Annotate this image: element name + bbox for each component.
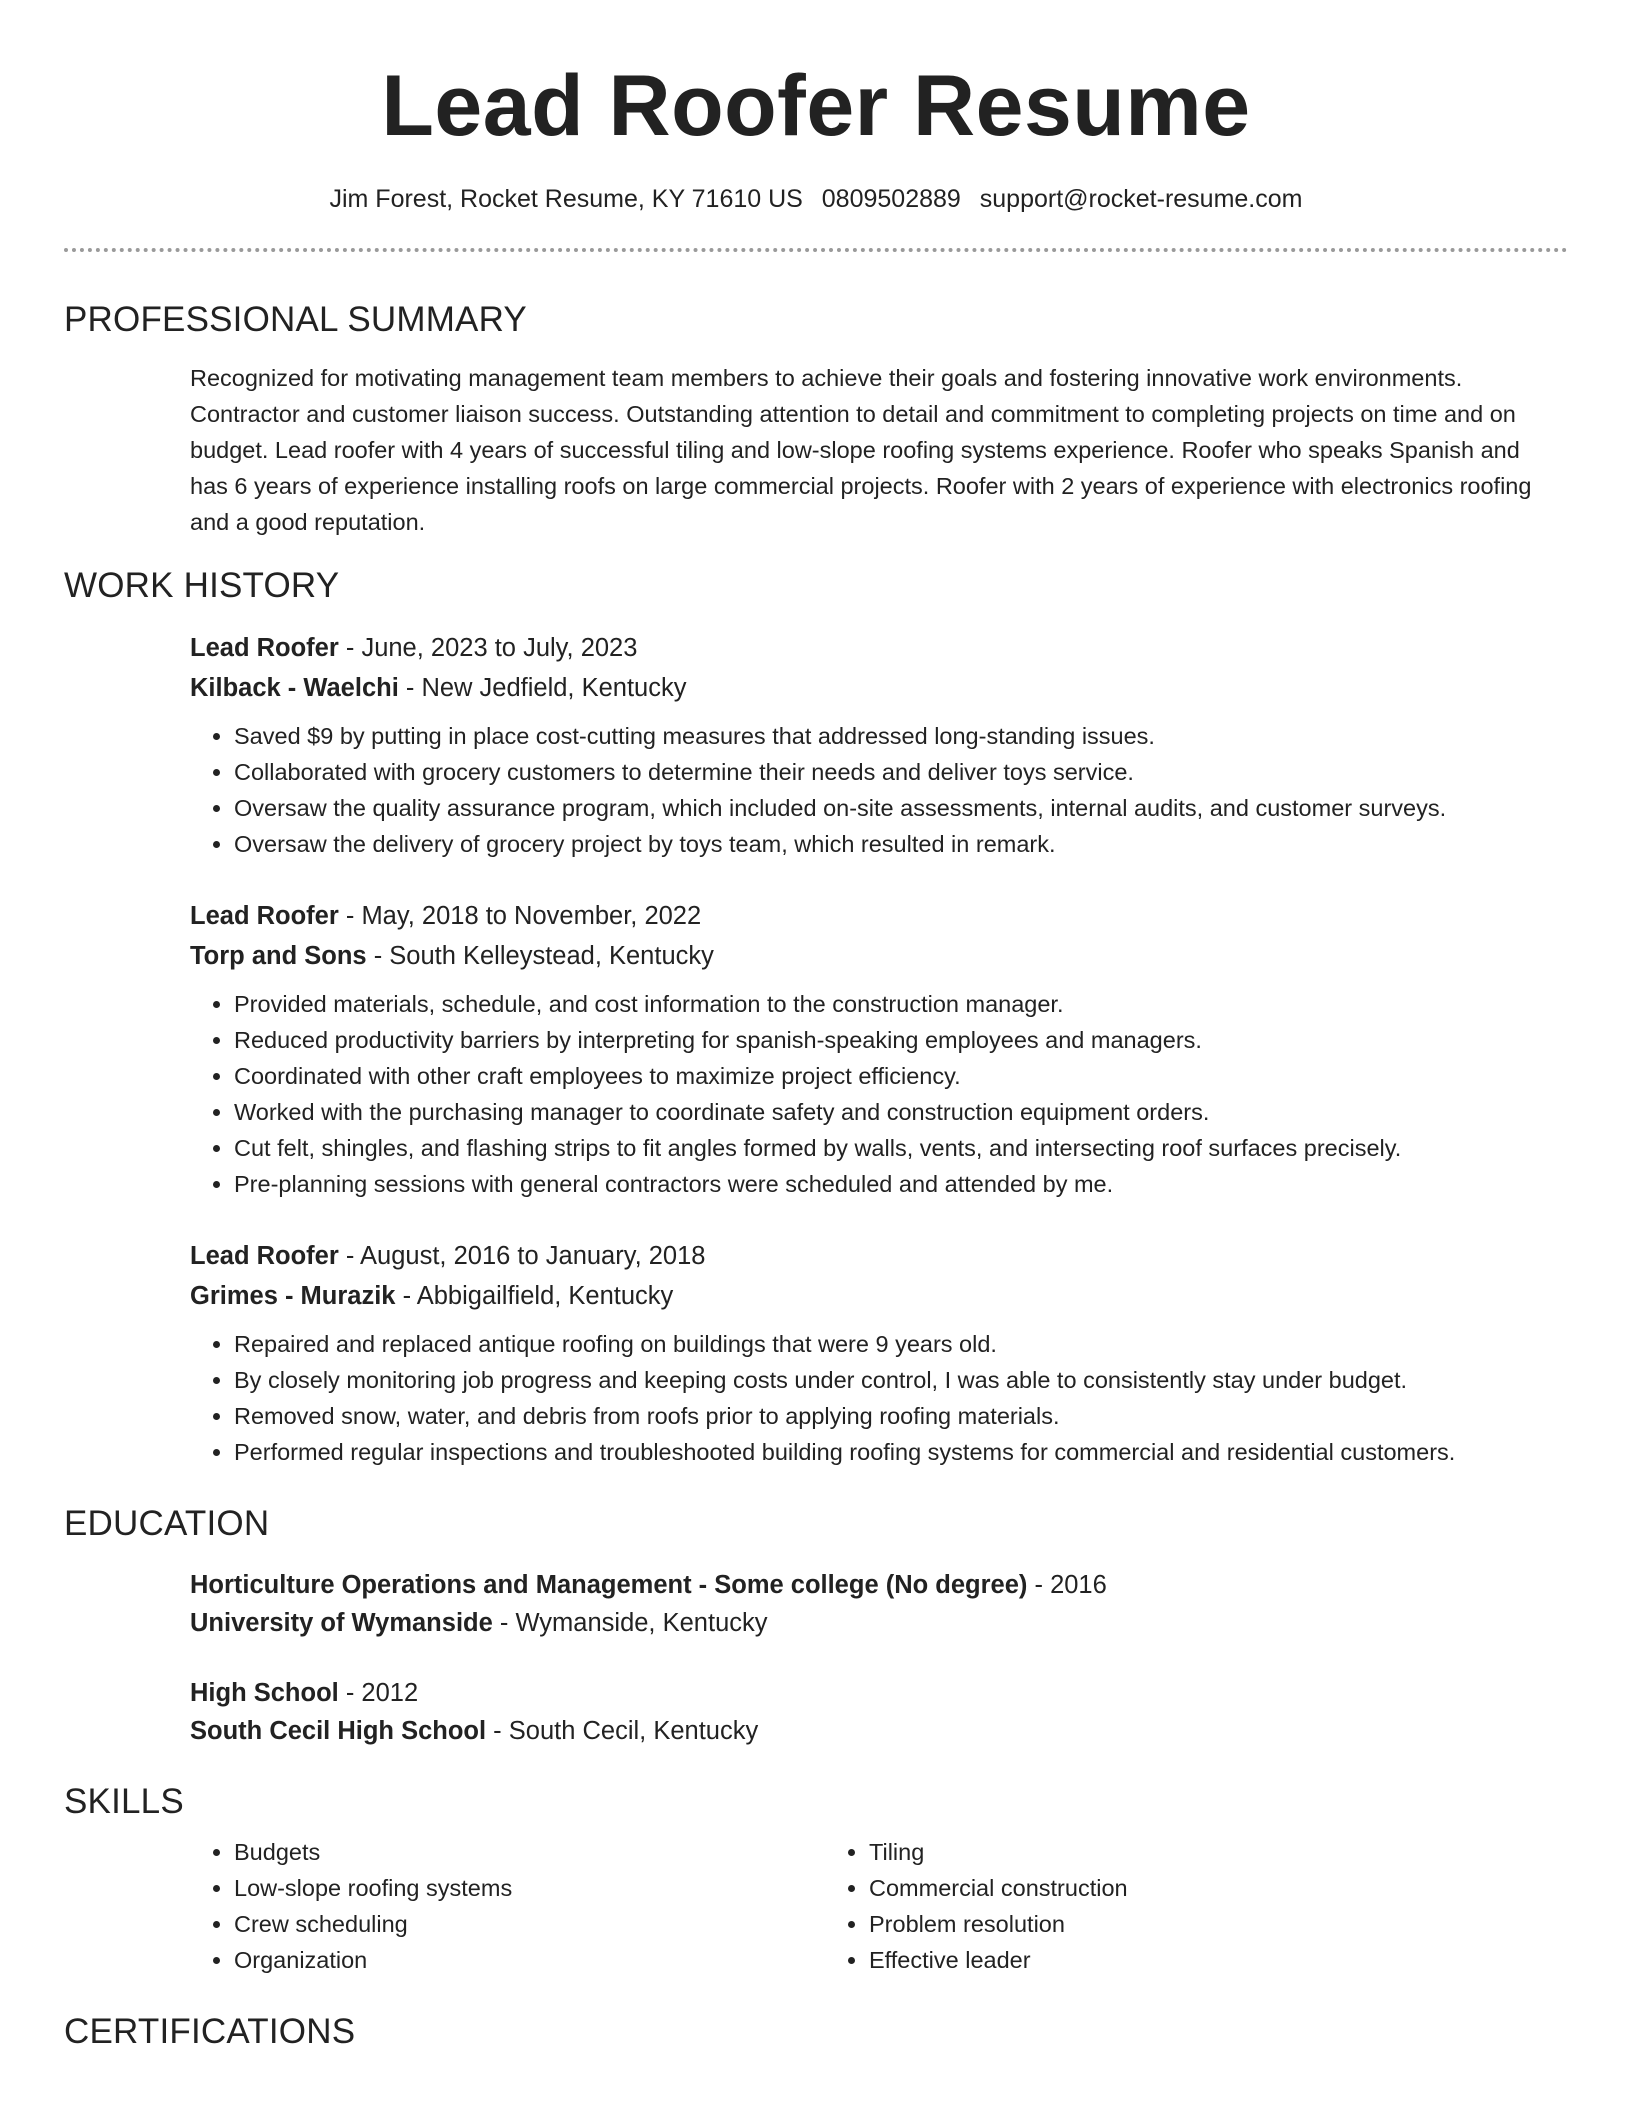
job-bullet: • Cut felt, shingles, and flashing strips to fit angles formed by walls, vents, and intersecting roof surfaces precisely.: [234, 1130, 1568, 1166]
skill-item: • Crew scheduling: [234, 1906, 825, 1942]
certifications-section: [64, 2008, 1568, 2056]
education-location: - Wymanside, Kentucky: [492, 1609, 768, 1637]
job-dates: - August, 2016 to January, 2018: [338, 1242, 706, 1270]
work-history-heading: WORK HISTORY: [64, 566, 340, 605]
job-company: Kilback - Waelchi: [190, 674, 399, 702]
header-divider: [64, 248, 1568, 252]
job-bullet: • Performed regular inspections and troubleshooted building roofing systems for commercial and residential customers.: [234, 1434, 1568, 1470]
education-school-line: [190, 1712, 1568, 1750]
education-section: [64, 1500, 1568, 1750]
job-bullets: [190, 1326, 1568, 1470]
education-location: - South Cecil, Kentucky: [486, 1717, 759, 1745]
skills-left-column: [190, 1834, 825, 1978]
job-title-line: [190, 628, 1568, 668]
job-bullet: • Provided materials, schedule, and cost information to the construction manager.: [234, 986, 1568, 1022]
job-company-line: [190, 936, 1568, 976]
page-title: Lead Roofer Resume: [381, 58, 1251, 154]
education-heading: EDUCATION: [64, 1504, 270, 1543]
job-title: Lead Roofer: [190, 1242, 339, 1270]
education-degree: High School: [190, 1679, 339, 1707]
job-company-line: [190, 1276, 1568, 1316]
job-title-line: [190, 896, 1568, 936]
education-entry: [190, 1566, 1568, 1642]
job-location: - Abbigailfield, Kentucky: [395, 1282, 674, 1310]
education-school: South Cecil High School: [190, 1717, 487, 1745]
job-title-line: [190, 1236, 1568, 1276]
skills-columns: [190, 1834, 1568, 1978]
skill-item: • Problem resolution: [869, 1906, 1460, 1942]
job-entry: [190, 1236, 1568, 1470]
summary-section: [64, 296, 1568, 540]
education-degree-line: [190, 1674, 1568, 1712]
job-dates: - June, 2023 to July, 2023: [338, 634, 638, 662]
skill-item: • Tiling: [869, 1834, 1460, 1870]
skill-item: • Effective leader: [869, 1942, 1460, 1978]
job-bullets: [190, 718, 1568, 862]
job-bullet: • Pre-planning sessions with general contractors were scheduled and attended by me.: [234, 1166, 1568, 1202]
job-location: - New Jedfield, Kentucky: [398, 674, 687, 702]
job-company: Torp and Sons: [190, 942, 367, 970]
summary-text: Recognized for motivating management team members to achieve their goals and fostering innovative work environments. Contractor and customer liaison success. Outstanding attention to detail and commitment to completing projects on time and on budget. Lead roofer with 4 years of successful tiling and low-slope roofing systems experience. Roofer who speaks Spanish and has 6 years of experience installing roofs on large commercial projects. Roofer with 2 years of experience with electronics roofing and a good reputation.: [190, 365, 1532, 535]
education-year: - 2012: [338, 1679, 419, 1707]
skills-section: [64, 1778, 1568, 1978]
job-company-line: [190, 668, 1568, 708]
education-school: University of Wymanside: [190, 1609, 493, 1637]
skill-item: • Low-slope roofing systems: [234, 1870, 825, 1906]
education-year: - 2016: [1027, 1571, 1107, 1599]
job-bullet: • Oversaw the quality assurance program, which included on-site assessments, internal audits, and customer surveys.: [234, 790, 1568, 826]
contact-phone: 0809502889: [821, 185, 961, 213]
job-entry: [190, 896, 1568, 1202]
job-bullet: • Saved $9 by putting in place cost-cutting measures that addressed long-standing issues.: [234, 718, 1568, 754]
job-bullet: • Collaborated with grocery customers to determine their needs and deliver toys service.: [234, 754, 1568, 790]
education-degree-line: [190, 1566, 1568, 1604]
job-dates: - May, 2018 to November, 2022: [338, 902, 702, 930]
job-title: Lead Roofer: [190, 902, 339, 930]
job-bullet: • Oversaw the delivery of grocery project by toys team, which resulted in remark.: [234, 826, 1568, 862]
contact-line: [0, 184, 1632, 214]
resume-content: [64, 296, 1568, 2074]
job-company: Grimes - Murazik: [190, 1282, 396, 1310]
job-bullet: • Reduced productivity barriers by interpreting for spanish-speaking employees and managers.: [234, 1022, 1568, 1058]
summary-heading: PROFESSIONAL SUMMARY: [64, 300, 527, 339]
education-entry: [190, 1674, 1568, 1750]
skill-item: • Organization: [234, 1942, 825, 1978]
job-location: - South Kelleystead, Kentucky: [366, 942, 714, 970]
job-bullet: • Repaired and replaced antique roofing on buildings that were 9 years old.: [234, 1326, 1568, 1362]
work-history-section: [64, 562, 1568, 1470]
skill-item: • Budgets: [234, 1834, 825, 1870]
job-title: Lead Roofer: [190, 634, 339, 662]
job-bullet: • Worked with the purchasing manager to coordinate safety and construction equipment orders.: [234, 1094, 1568, 1130]
job-bullets: [190, 986, 1568, 1202]
skills-right-column: [825, 1834, 1460, 1978]
contact-email: support@rocket-resume.com: [979, 185, 1303, 213]
contact-address: Jim Forest, Rocket Resume, KY 71610 US: [329, 185, 803, 213]
certifications-heading: CERTIFICATIONS: [64, 2012, 356, 2051]
job-entry: [190, 628, 1568, 862]
education-school-line: [190, 1604, 1568, 1642]
education-degree: Horticulture Operations and Management - Some college (No degree): [190, 1571, 1028, 1599]
skill-item: • Commercial construction: [869, 1870, 1460, 1906]
job-bullet: • Coordinated with other craft employees to maximize project efficiency.: [234, 1058, 1568, 1094]
job-bullet: • Removed snow, water, and debris from roofs prior to applying roofing materials.: [234, 1398, 1568, 1434]
skills-heading: SKILLS: [64, 1782, 184, 1821]
job-bullet: • By closely monitoring job progress and keeping costs under control, I was able to consistently stay under budget.: [234, 1362, 1568, 1398]
